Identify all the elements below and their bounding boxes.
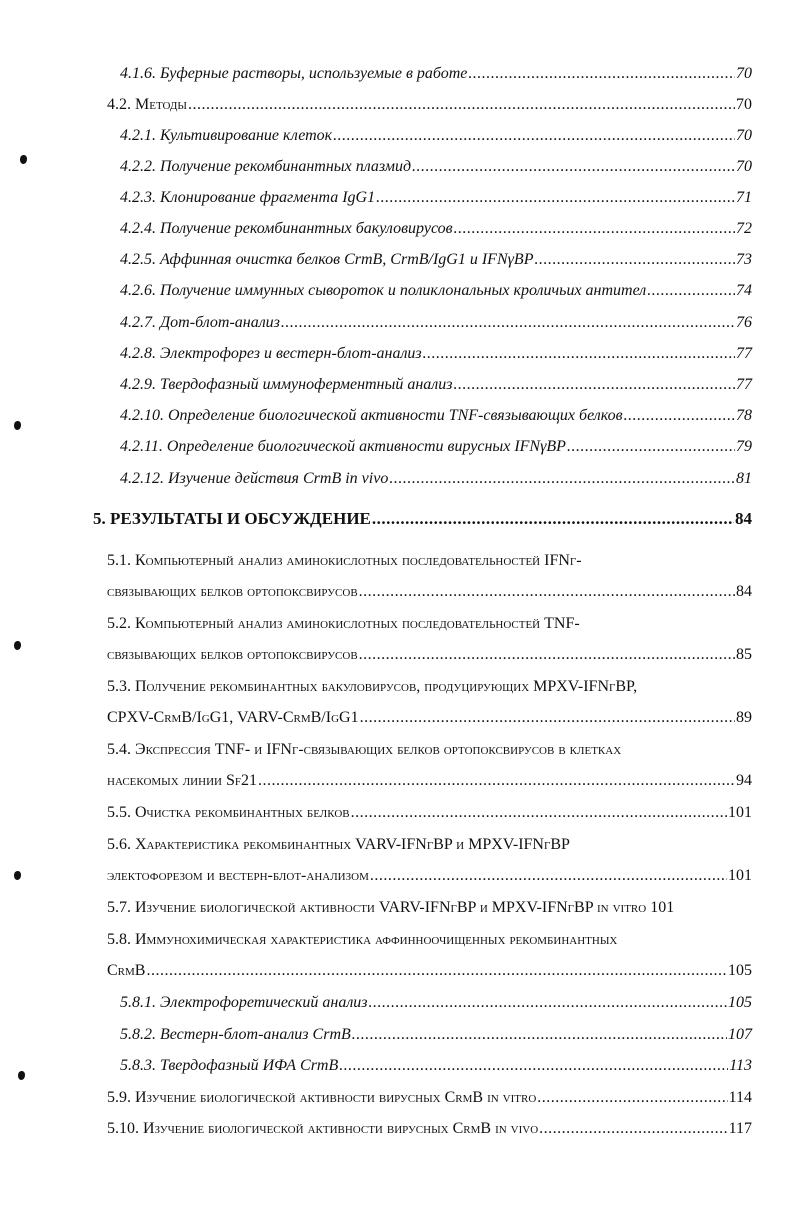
toc-entry-page: 70 (736, 96, 752, 113)
margin-dot-icon (14, 871, 21, 880)
leader-dots (352, 1025, 727, 1045)
toc-section-line2: насекомых линии Sf21 (107, 772, 257, 789)
toc-entry-title: 4.2.9. Твердофазный иммуноферментный анализ (120, 376, 453, 393)
toc-entry[interactable] (120, 375, 752, 395)
toc-section-entry[interactable] (107, 961, 752, 981)
toc-section-entry[interactable] (107, 803, 752, 823)
toc-section-page: 84 (736, 583, 752, 600)
toc-section-entry[interactable] (107, 645, 752, 665)
leader-dots (534, 250, 735, 270)
toc-entry[interactable] (120, 344, 752, 364)
toc-section-entry[interactable] (107, 582, 752, 602)
toc-entry[interactable] (107, 95, 752, 115)
toc-entry-page: 72 (736, 220, 752, 237)
toc-entry[interactable] (120, 1025, 752, 1045)
leader-dots (647, 281, 735, 301)
toc-section-line2: CPXV-CrmB/IgG1, VARV-CrmB/IgG1 (107, 709, 359, 726)
toc-section-page: 94 (736, 772, 752, 789)
leader-dots (359, 582, 735, 602)
toc-entry-page: 74 (736, 282, 752, 299)
toc-section-page: 101 (650, 899, 675, 916)
toc-entry-title: 4.2.2. Получение рекомбинантных плазмид (120, 158, 412, 175)
toc-section-entry[interactable] (107, 1119, 752, 1139)
toc-entry[interactable] (120, 64, 752, 84)
toc-entry-page: 113 (729, 1057, 752, 1074)
leader-dots (423, 344, 735, 364)
toc-entry[interactable] (120, 1056, 752, 1076)
toc-section-page: 114 (728, 1089, 752, 1106)
leader-dots (339, 1056, 728, 1076)
leader-dots (281, 313, 735, 333)
leader-dots (454, 219, 735, 239)
toc-section-page: 85 (736, 646, 752, 663)
toc-entry-page: 79 (736, 438, 752, 455)
toc-entry[interactable] (120, 219, 752, 239)
toc-section-line1[interactable]: 5.8. Иммунохимическая характеристика аффинноочищенных рекомбинантных (107, 931, 618, 948)
toc-entry-title: 4.1.6. Буферные растворы, используемые в работе (120, 65, 468, 82)
toc-entry-page: 71 (736, 189, 752, 206)
toc-section-page: 101 (728, 804, 752, 821)
toc-entry-title: 5.8.3. Твердофазный ИФА CrmB (120, 1057, 339, 1074)
toc-entry-title: 4.2.7. Дот-блот-анализ (120, 314, 280, 331)
toc-section-title: 5.10. Изучение биологической активности вирусных CrmB in vivo (107, 1120, 539, 1137)
toc-entry-page: 81 (736, 470, 752, 487)
leader-dots (567, 437, 735, 457)
leader-dots (624, 406, 735, 426)
toc-entry-title: 4.2. Методы (107, 96, 188, 113)
toc-entry-page: 77 (736, 376, 752, 393)
toc-entry-title: 4.2.4. Получение рекомбинантных бакуловирусов (120, 220, 453, 237)
toc-entry-page: 70 (736, 65, 752, 82)
toc-entry-title: 4.2.10. Определение биологической активности TNF-связывающих белков (120, 407, 623, 424)
toc-entry-page: 73 (736, 251, 752, 268)
toc-section-entry[interactable] (107, 708, 752, 728)
leader-dots (359, 645, 735, 665)
leader-dots (468, 64, 735, 84)
toc-section-page: 105 (728, 962, 752, 979)
margin-dot-icon (18, 1071, 25, 1080)
toc-entry-title: 4.2.11. Определение биологической активности вирусных IFNγBP (120, 438, 566, 455)
toc-section-page: 117 (728, 1120, 752, 1137)
toc-entry-title: 4.2.8. Электрофорез и вестерн-блот-анализ (120, 345, 422, 362)
leader-dots (376, 188, 735, 208)
toc-section-line2: электофорезом и вестерн-блот-анализом (107, 867, 369, 884)
toc-entry[interactable] (120, 406, 752, 426)
leader-dots (360, 708, 735, 728)
toc-entry-title: 4.2.1. Культивирование клеток (120, 127, 333, 144)
leader-dots (539, 1119, 727, 1139)
toc-entry[interactable] (120, 126, 752, 146)
leader-dots (412, 157, 735, 177)
toc-section-line1[interactable]: 5.1. Компьютерный анализ аминокислотных последовательностей IFNγ- (107, 552, 582, 569)
leader-dots (453, 375, 735, 395)
toc-section-title: 5.7. Изучение биологической активности VARV-IFNγBP и MPXV-IFNγBP in vitro (107, 899, 647, 916)
toc-entry-page: 70 (736, 127, 752, 144)
toc-section-page: 89 (736, 709, 752, 726)
leader-dots (258, 771, 735, 791)
toc-entry-page: 105 (728, 994, 752, 1011)
leader-dots (146, 961, 727, 981)
leader-dots (372, 509, 734, 529)
leader-dots (333, 126, 735, 146)
toc-entry-title: 5.8.1. Электрофоретический анализ (120, 994, 368, 1011)
toc-entry-page: 70 (736, 158, 752, 175)
toc-section-entry[interactable] (107, 898, 752, 918)
toc-entry[interactable] (120, 281, 752, 301)
toc-chapter-entry[interactable] (93, 509, 752, 529)
toc-section-title: 5.5. Очистка рекомбинантных белков (107, 804, 350, 821)
toc-section-line2: связывающих белков ортопоксвирусов (107, 646, 358, 663)
toc-entry[interactable] (120, 250, 752, 270)
toc-section-line1[interactable]: 5.2. Компьютерный анализ аминокислотных последовательностей TNF- (107, 615, 580, 632)
margin-dot-icon (20, 155, 27, 164)
toc-section-line1[interactable]: 5.3. Получение рекомбинантных бакуловирусов, продуцирующих MPXV-IFNγBP, (107, 678, 638, 695)
toc-entry[interactable] (120, 469, 752, 489)
toc-entry[interactable] (120, 437, 752, 457)
toc-entry-page: 107 (728, 1026, 752, 1043)
leader-dots (389, 469, 735, 489)
toc-section-entry[interactable] (107, 866, 752, 886)
toc-entry[interactable] (120, 157, 752, 177)
leader-dots (369, 993, 727, 1013)
toc-section-entry[interactable] (107, 1088, 752, 1108)
toc-entry[interactable] (120, 313, 752, 333)
leader-dots (188, 95, 735, 115)
toc-section-line2: CrmB (107, 962, 146, 979)
toc-section-page: 101 (728, 867, 752, 884)
toc-section-line2: связывающих белков ортопоксвирусов (107, 583, 358, 600)
toc-chapter-page: 84 (735, 509, 752, 528)
margin-dot-icon (14, 641, 21, 650)
toc-section-line1[interactable]: 5.4. Экспрессия TNF- и IFNγ-связывающих белков ортопоксвирусов в клетках (107, 741, 622, 758)
toc-section-line1[interactable]: 5.6. Характеристика рекомбинантных VARV-IFNγBP и MPXV-IFNγBP (107, 836, 570, 853)
toc-section-title: 5.9. Изучение биологической активности вирусных CrmB in vitro (107, 1089, 537, 1106)
toc-entry-title: 4.2.5. Аффинная очистка белков CrmB, CrmB/IgG1 и IFNγBP (120, 251, 534, 268)
toc-chapter-title: 5. РЕЗУЛЬТАТЫ И ОБСУЖДЕНИЕ (93, 509, 371, 528)
toc-entry-title: 4.2.3. Клонирование фрагмента IgG1 (120, 189, 376, 206)
toc-entry-page: 76 (736, 314, 752, 331)
toc-entry[interactable] (120, 188, 752, 208)
leader-dots (351, 803, 727, 823)
toc-entry-page: 77 (736, 345, 752, 362)
leader-dots (370, 866, 727, 886)
leader-dots (537, 1088, 727, 1108)
toc-section-entry[interactable] (107, 771, 752, 791)
toc-entry-page: 78 (736, 407, 752, 424)
toc-entry-title: 4.2.6. Получение иммунных сывороток и поликлональных кроличьих антител (120, 282, 647, 299)
margin-dot-icon (14, 421, 21, 430)
toc-entry[interactable] (120, 993, 752, 1013)
toc-entry-title: 5.8.2. Вестерн-блот-анализ CrmB (120, 1026, 351, 1043)
toc-entry-title: 4.2.12. Изучение действия CrmB in vivo (120, 470, 389, 487)
